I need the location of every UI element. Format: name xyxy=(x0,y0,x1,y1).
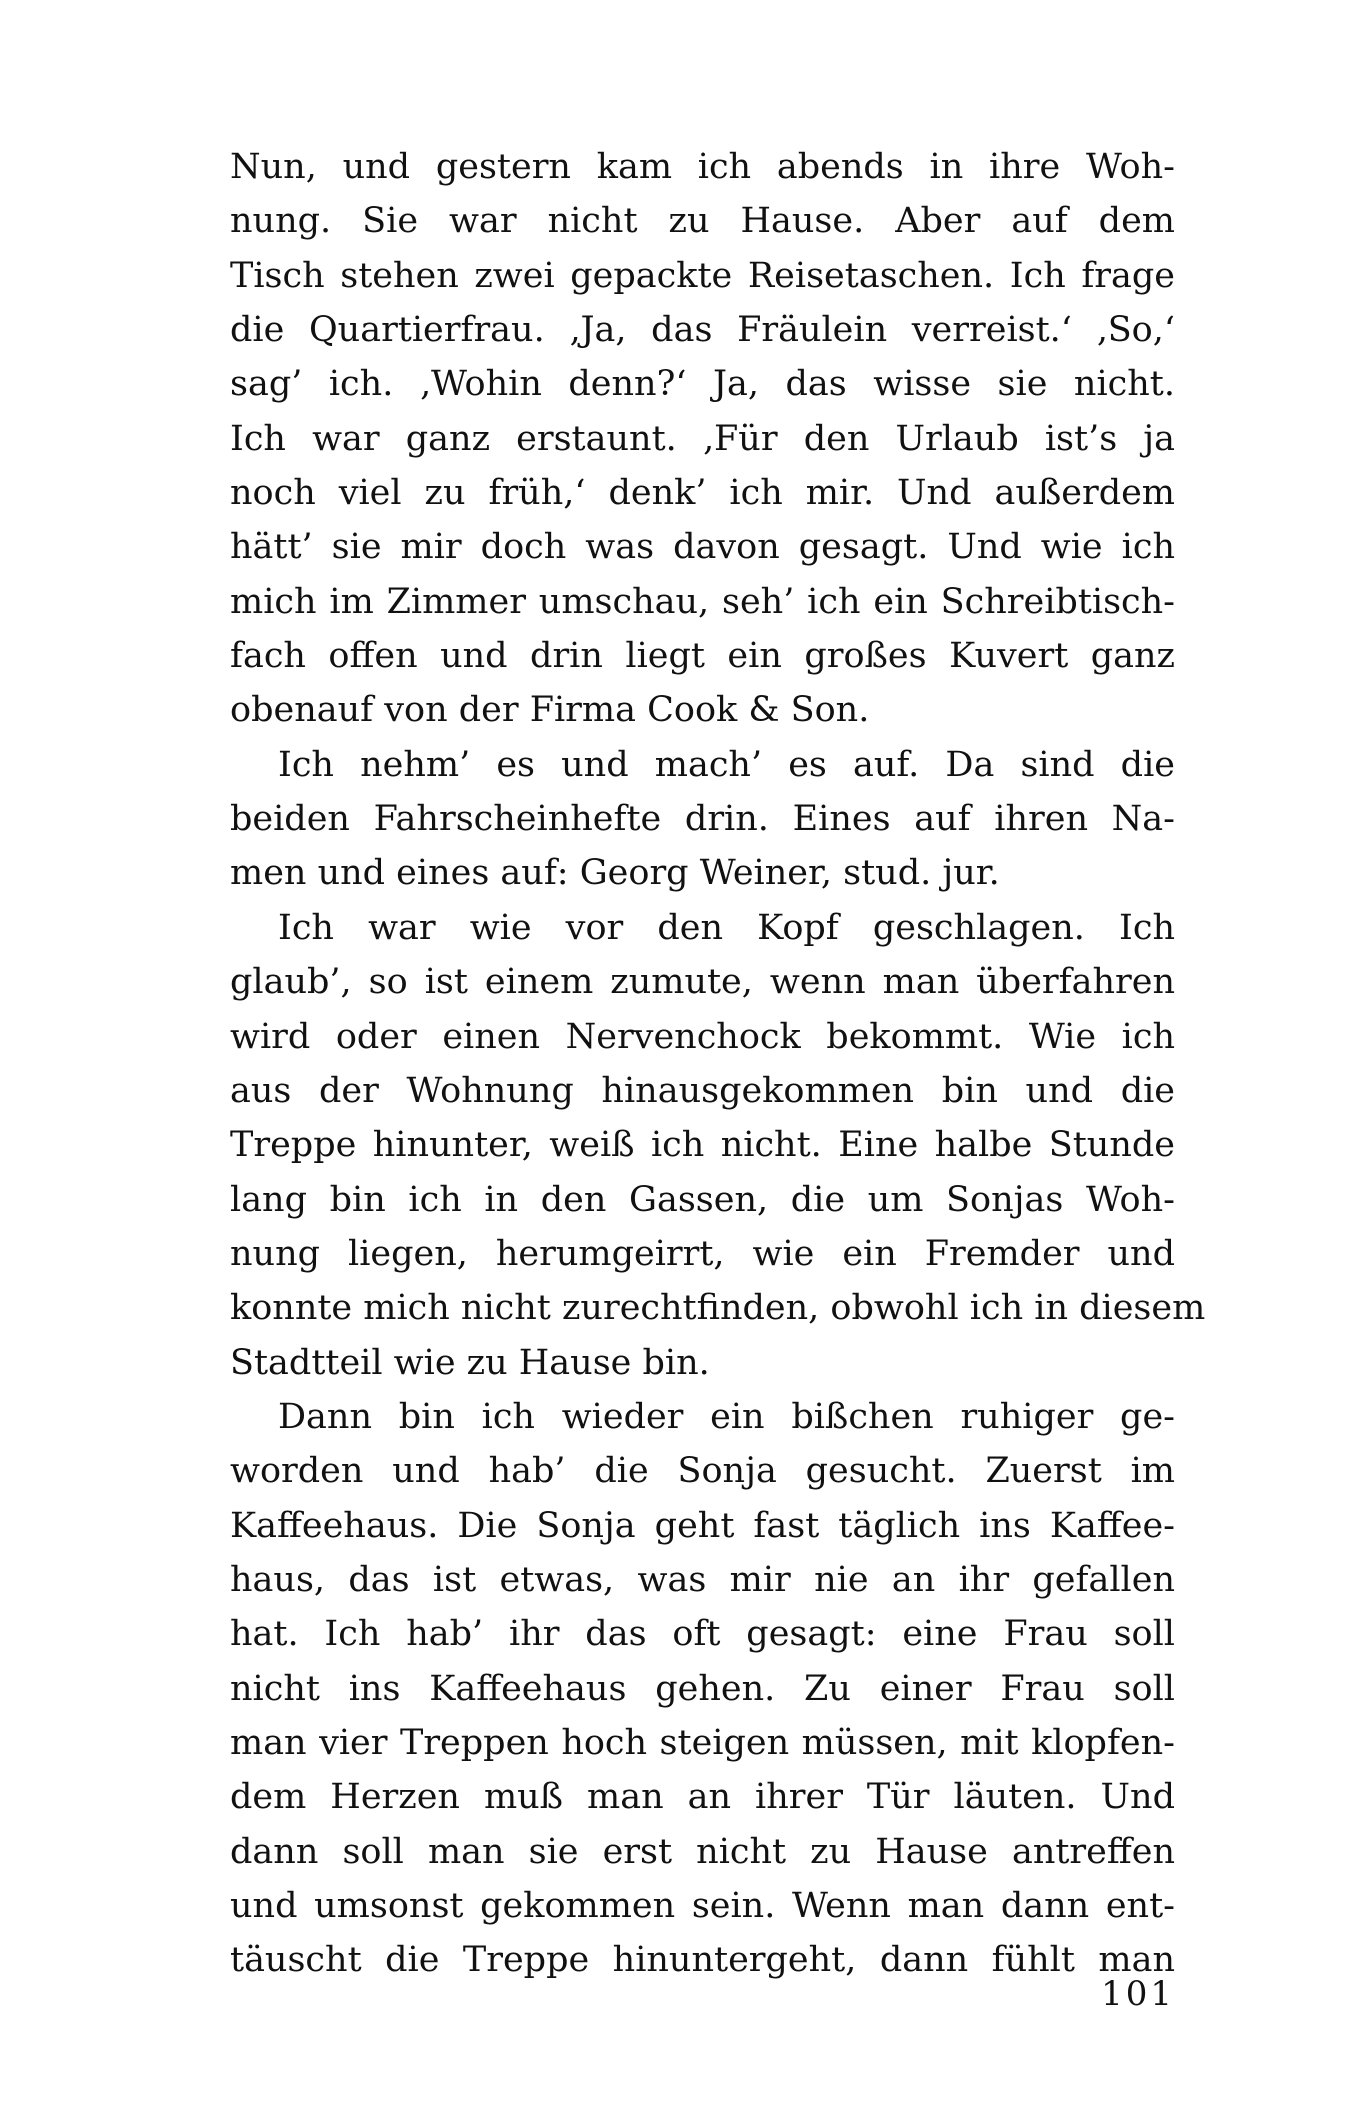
text-line: noch viel zu früh,‘ denk’ ich mir. Und außerdem xyxy=(230,473,1175,514)
text-line: man vier Treppen hoch steigen müssen, mit klopfen- xyxy=(230,1722,1175,1763)
text-line: hat. Ich hab’ ihr das oft gesagt: eine Frau soll xyxy=(230,1614,1175,1655)
paragraph-3 xyxy=(230,901,1206,1390)
text-line: Kaffeehaus. Die Sonja geht fast täglich ins Kaffee- xyxy=(230,1505,1175,1546)
text-line: obenauf von der Firma Cook & Son. xyxy=(230,690,870,731)
text-line: hätt’ sie mir doch was davon gesagt. Und wie ich xyxy=(230,527,1175,568)
paragraph-4 xyxy=(230,1390,1175,1988)
text-line: Stadtteil wie zu Hause bin. xyxy=(230,1342,710,1383)
text-line: aus der Wohnung hinausgekommen bin und die xyxy=(230,1070,1175,1111)
text-line: haus, das ist etwas, was mir nie an ihr gefallen xyxy=(230,1559,1175,1600)
text-line: beiden Fahrscheinhefte drin. Eines auf ihren Na- xyxy=(230,799,1175,840)
page-number: 101 xyxy=(1101,1974,1175,2014)
text-line: konnte mich nicht zurechtfinden, obwohl ich in diesem xyxy=(230,1288,1206,1329)
text-line: Ich nehm’ es und mach’ es auf. Da sind die xyxy=(278,744,1175,785)
text-line: Ich war ganz erstaunt. ‚Für den Urlaub ist’s ja xyxy=(230,418,1175,459)
text-line: Tisch stehen zwei gepackte Reisetaschen. Ich frage xyxy=(230,255,1175,296)
text-line: Dann bin ich wieder ein bißchen ruhiger ge- xyxy=(278,1396,1175,1437)
text-line: mich im Zimmer umschau, seh’ ich ein Schreibtisch- xyxy=(230,581,1175,622)
text-line: die Quartierfrau. ‚Ja, das Fräulein verreist.‘ ‚So,‘ xyxy=(230,310,1175,351)
text-line: Treppe hinunter, weiß ich nicht. Eine halbe Stunde xyxy=(230,1125,1175,1166)
text-line: fach offen und drin liegt ein großes Kuvert ganz xyxy=(230,636,1175,677)
text-line: nung liegen, herumgeirrt, wie ein Fremder und xyxy=(230,1233,1175,1274)
text-line: sag’ ich. ‚Wohin denn?‘ Ja, das wisse sie nicht. xyxy=(230,364,1175,405)
text-line: wird oder einen Nervenchock bekommt. Wie ich xyxy=(230,1016,1175,1057)
text-line: nung. Sie war nicht zu Hause. Aber auf dem xyxy=(230,201,1175,242)
text-line: men und eines auf: Georg Weiner, stud. jur. xyxy=(230,853,1000,894)
book-page-body xyxy=(230,140,1206,1988)
text-line: täuscht die Treppe hinuntergeht, dann fühlt man xyxy=(230,1940,1175,1981)
text-line: nicht ins Kaffeehaus gehen. Zu einer Frau soll xyxy=(230,1668,1175,1709)
text-line: dem Herzen muß man an ihrer Tür läuten. Und xyxy=(230,1777,1175,1818)
text-line: glaub’, so ist einem zumute, wenn man überfahren xyxy=(230,962,1175,1003)
paragraph-2 xyxy=(230,738,1175,901)
text-line: lang bin ich in den Gassen, die um Sonjas Woh- xyxy=(230,1179,1175,1220)
text-line: Nun, und gestern kam ich abends in ihre Woh- xyxy=(230,147,1175,187)
paragraph-1 xyxy=(230,140,1175,738)
text-line: Ich war wie vor den Kopf geschlagen. Ich xyxy=(278,907,1175,948)
text-line: worden und hab’ die Sonja gesucht. Zuerst im xyxy=(230,1451,1175,1492)
text-line: dann soll man sie erst nicht zu Hause antreffen xyxy=(230,1831,1175,1872)
text-line: und umsonst gekommen sein. Wenn man dann ent- xyxy=(230,1886,1175,1926)
